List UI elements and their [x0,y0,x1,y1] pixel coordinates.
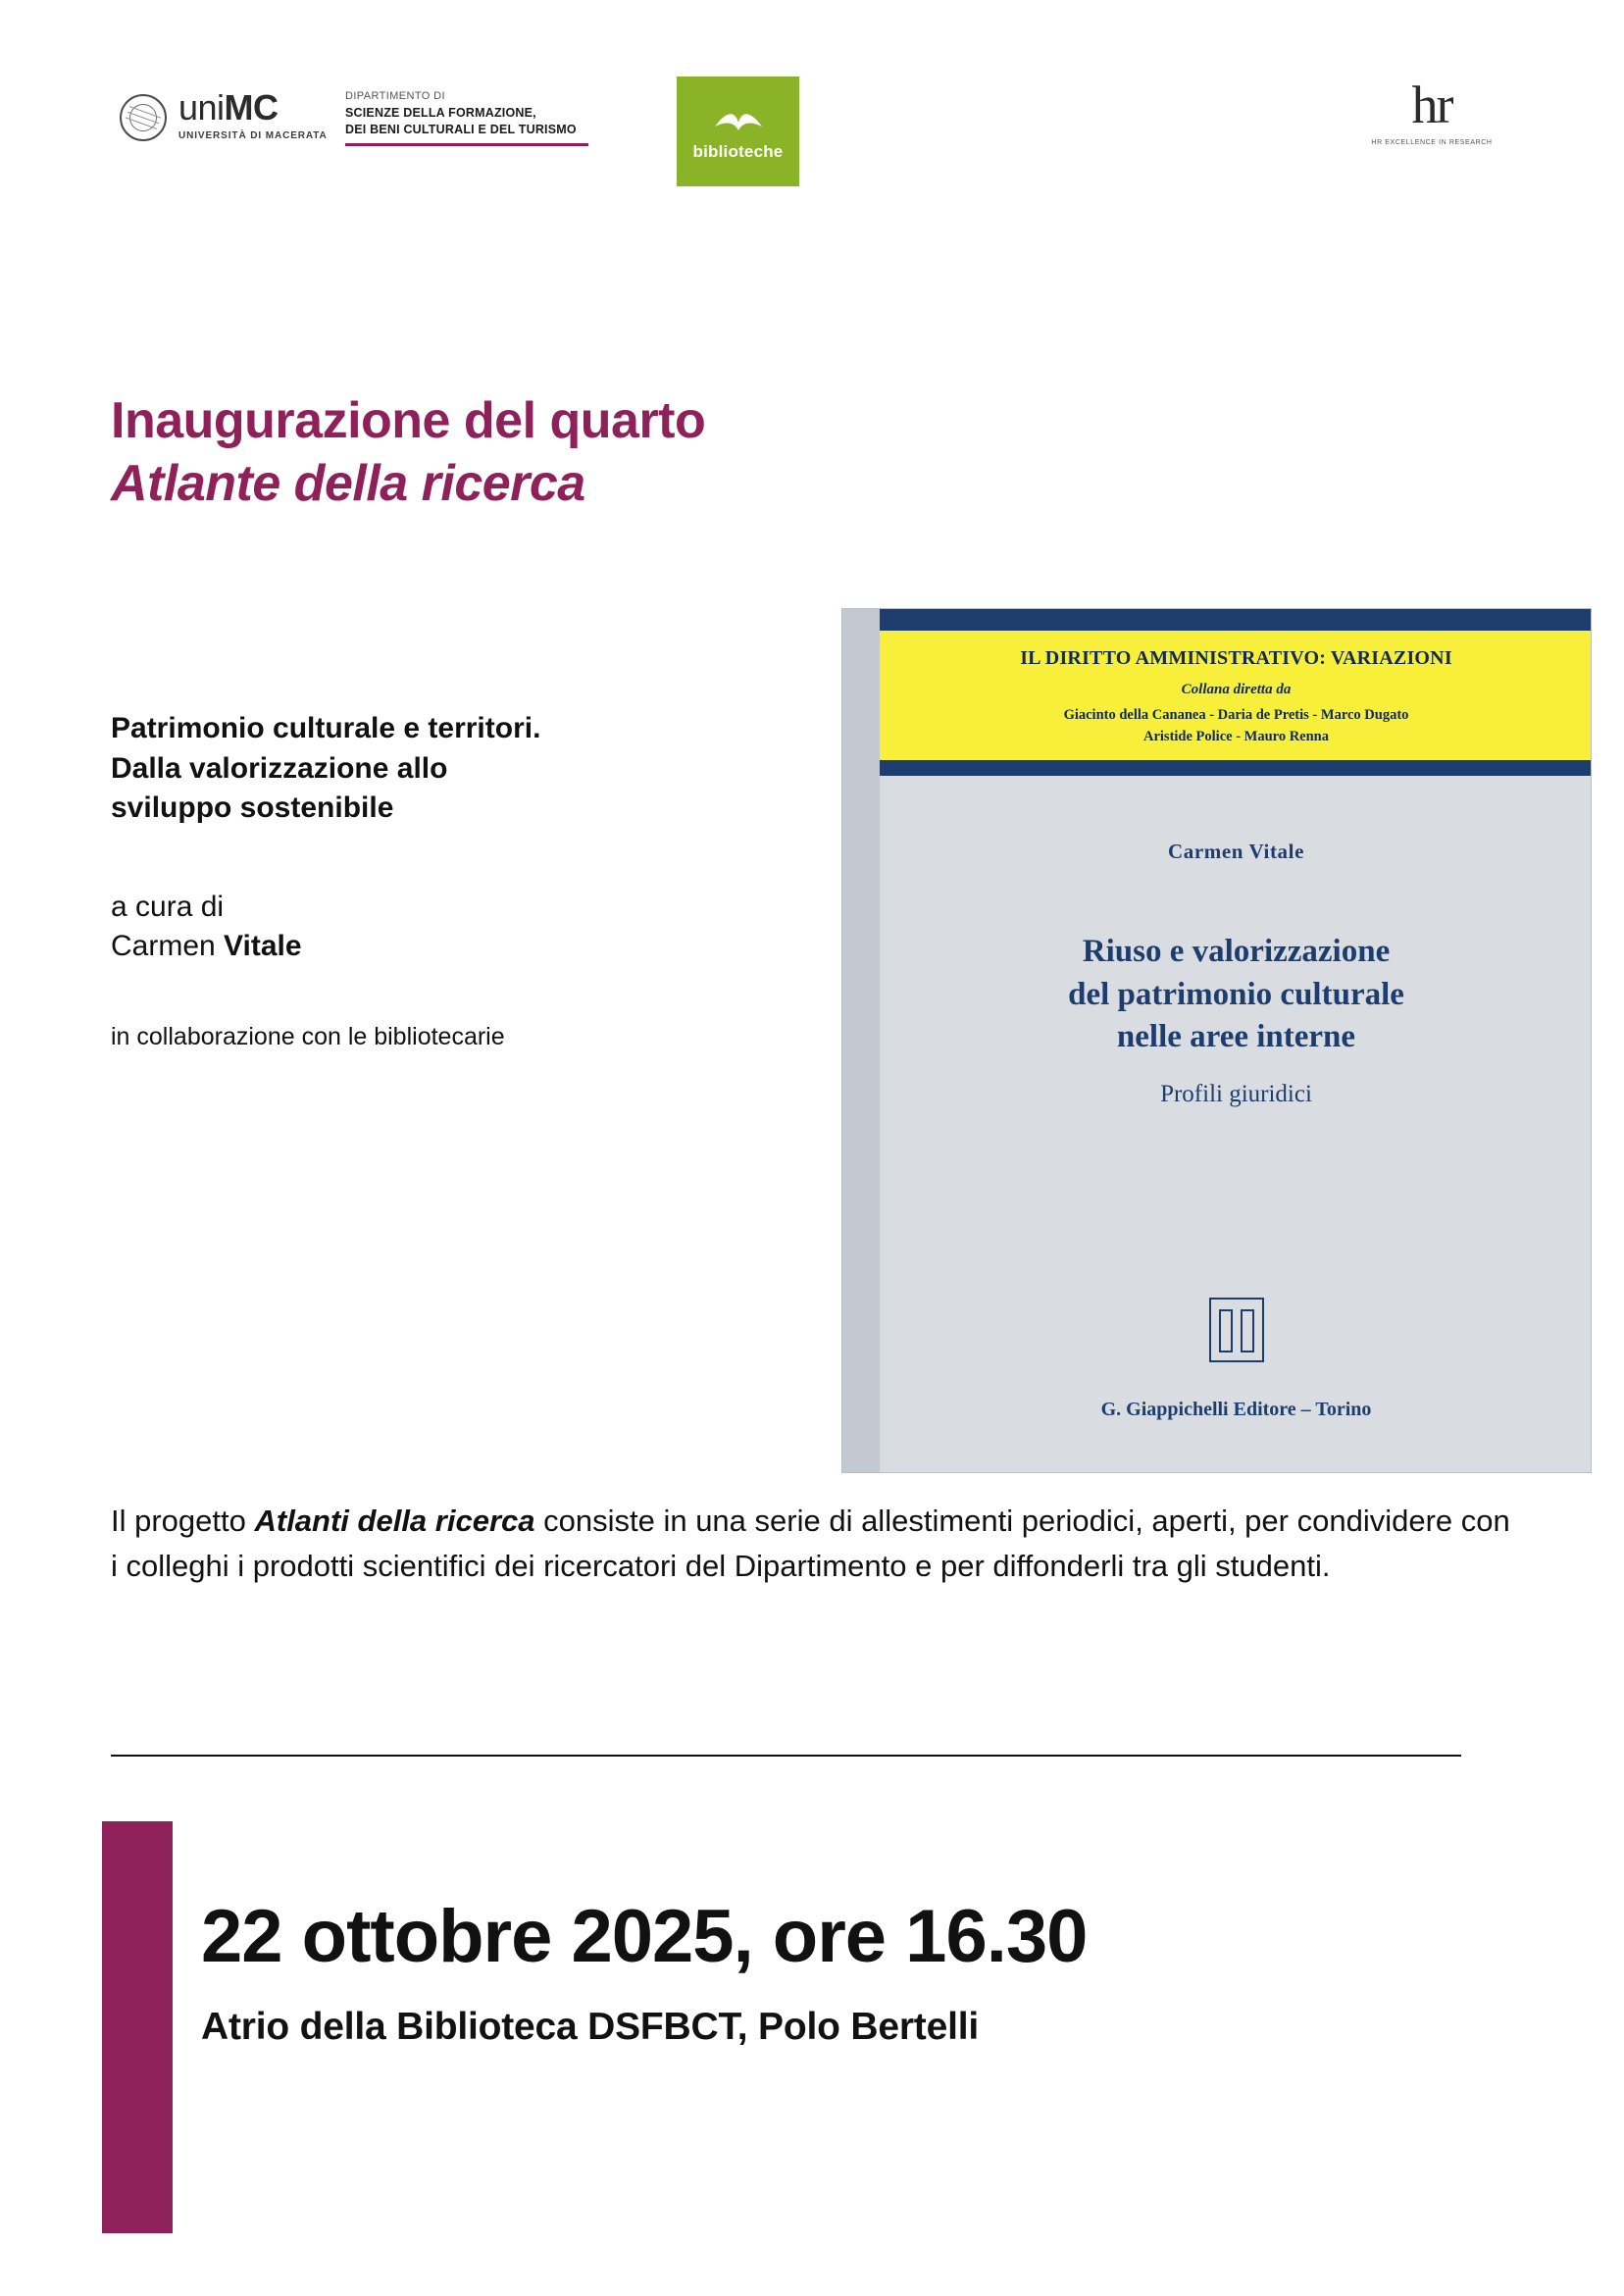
cover-blue-bar [880,760,1592,776]
book-spine [842,609,881,1472]
unimc-name-bold: MC [224,87,279,128]
cover-series-banner [880,631,1592,760]
cover-series-title: IL DIRITTO AMMINISTRATIVO: VARIAZIONI [1020,647,1452,669]
cover-title-line1: Riuso e valorizzazione [1082,934,1391,969]
event-details-column [111,709,542,1053]
event-subtitle: Patrimonio culturale e territori. Dalla valorizzazione allo sviluppo sostenibile [111,712,541,824]
unimc-subtitle: UNIVERSITÀ DI MACERATA [178,130,328,141]
biblioteche-logo [677,77,799,186]
event-venue: Atrio della Biblioteca DSFBCT, Polo Bertelli [201,2005,979,2048]
title-line-1: Inaugurazione del quarto [111,392,706,449]
cover-editors [880,705,1592,748]
collaboration-note: in collaborazione con le bibliotecarie [111,1022,505,1050]
unimc-wordmark [178,87,328,141]
department-line3: DEI BENI CULTURALI E DEL TURISMO [345,123,577,136]
hr-excellence-logo [1358,78,1505,146]
cover-title-line2: del patrimonio culturale [1068,976,1404,1012]
department-underline [345,143,588,146]
curator-label: a cura di [111,890,225,923]
event-datetime-block [201,1895,1476,2049]
curator-name [111,927,542,967]
book-cover-image [841,608,1592,1473]
open-book-icon [711,101,766,134]
unimc-name [178,87,328,128]
hr-excellence-subtitle: HR EXCELLENCE IN RESEARCH [1371,139,1493,146]
curator-first-name: Carmen [111,930,225,962]
event-date: 22 ottobre 2025, ore 16.30 [201,1895,1088,1978]
cover-editors-line2: Aristide Police - Mauro Renna [1142,728,1329,744]
curator-last-name: Vitale [224,930,302,962]
project-description [111,1499,1513,1589]
university-seal-icon [120,94,167,141]
description-part-1: Il progetto [111,1504,255,1538]
cover-title [880,931,1592,1059]
department-line2: SCIENZE DELLA FORMAZIONE, [345,105,536,120]
curator-block [111,888,542,967]
cover-body [880,776,1592,1472]
cover-collana-label: Collana diretta da [1181,682,1292,697]
department-logo [345,90,595,146]
accent-bar [102,1821,173,2233]
cover-top-bar [880,609,1592,631]
biblioteche-label: biblioteche [692,142,784,161]
cover-title-line3: nelle aree interne [1116,1019,1356,1055]
page-title [111,392,1091,514]
description-emphasis: Atlanti della ricerca [254,1504,535,1538]
department-line1: DIPARTIMENTO DI [345,90,445,102]
giappichelli-colonnade-icon [1209,1298,1264,1362]
cover-subtitle: Profili giuridici [1160,1080,1312,1107]
unimc-logo [120,88,328,141]
cover-author: Carmen Vitale [1167,840,1305,863]
hr-mark-icon: hr [1411,76,1452,134]
title-line-2: Atlante della ricerca [111,454,585,512]
unimc-name-light: uni [178,87,225,128]
header-logos [0,77,1624,194]
horizontal-divider [111,1755,1461,1757]
description-part-2: consiste in una serie di allestimenti periodici, aperti, per condividere con i colleghi i prodotti scientifici dei ricercatori del Dipartimento e per diffonderli tra gli studenti. [111,1504,1510,1583]
cover-publisher: G. Giappichelli Editore – Torino [1100,1399,1372,1420]
cover-editors-line1: Giacinto della Cananea - Daria de Pretis - Marco Dugato [1063,707,1409,723]
